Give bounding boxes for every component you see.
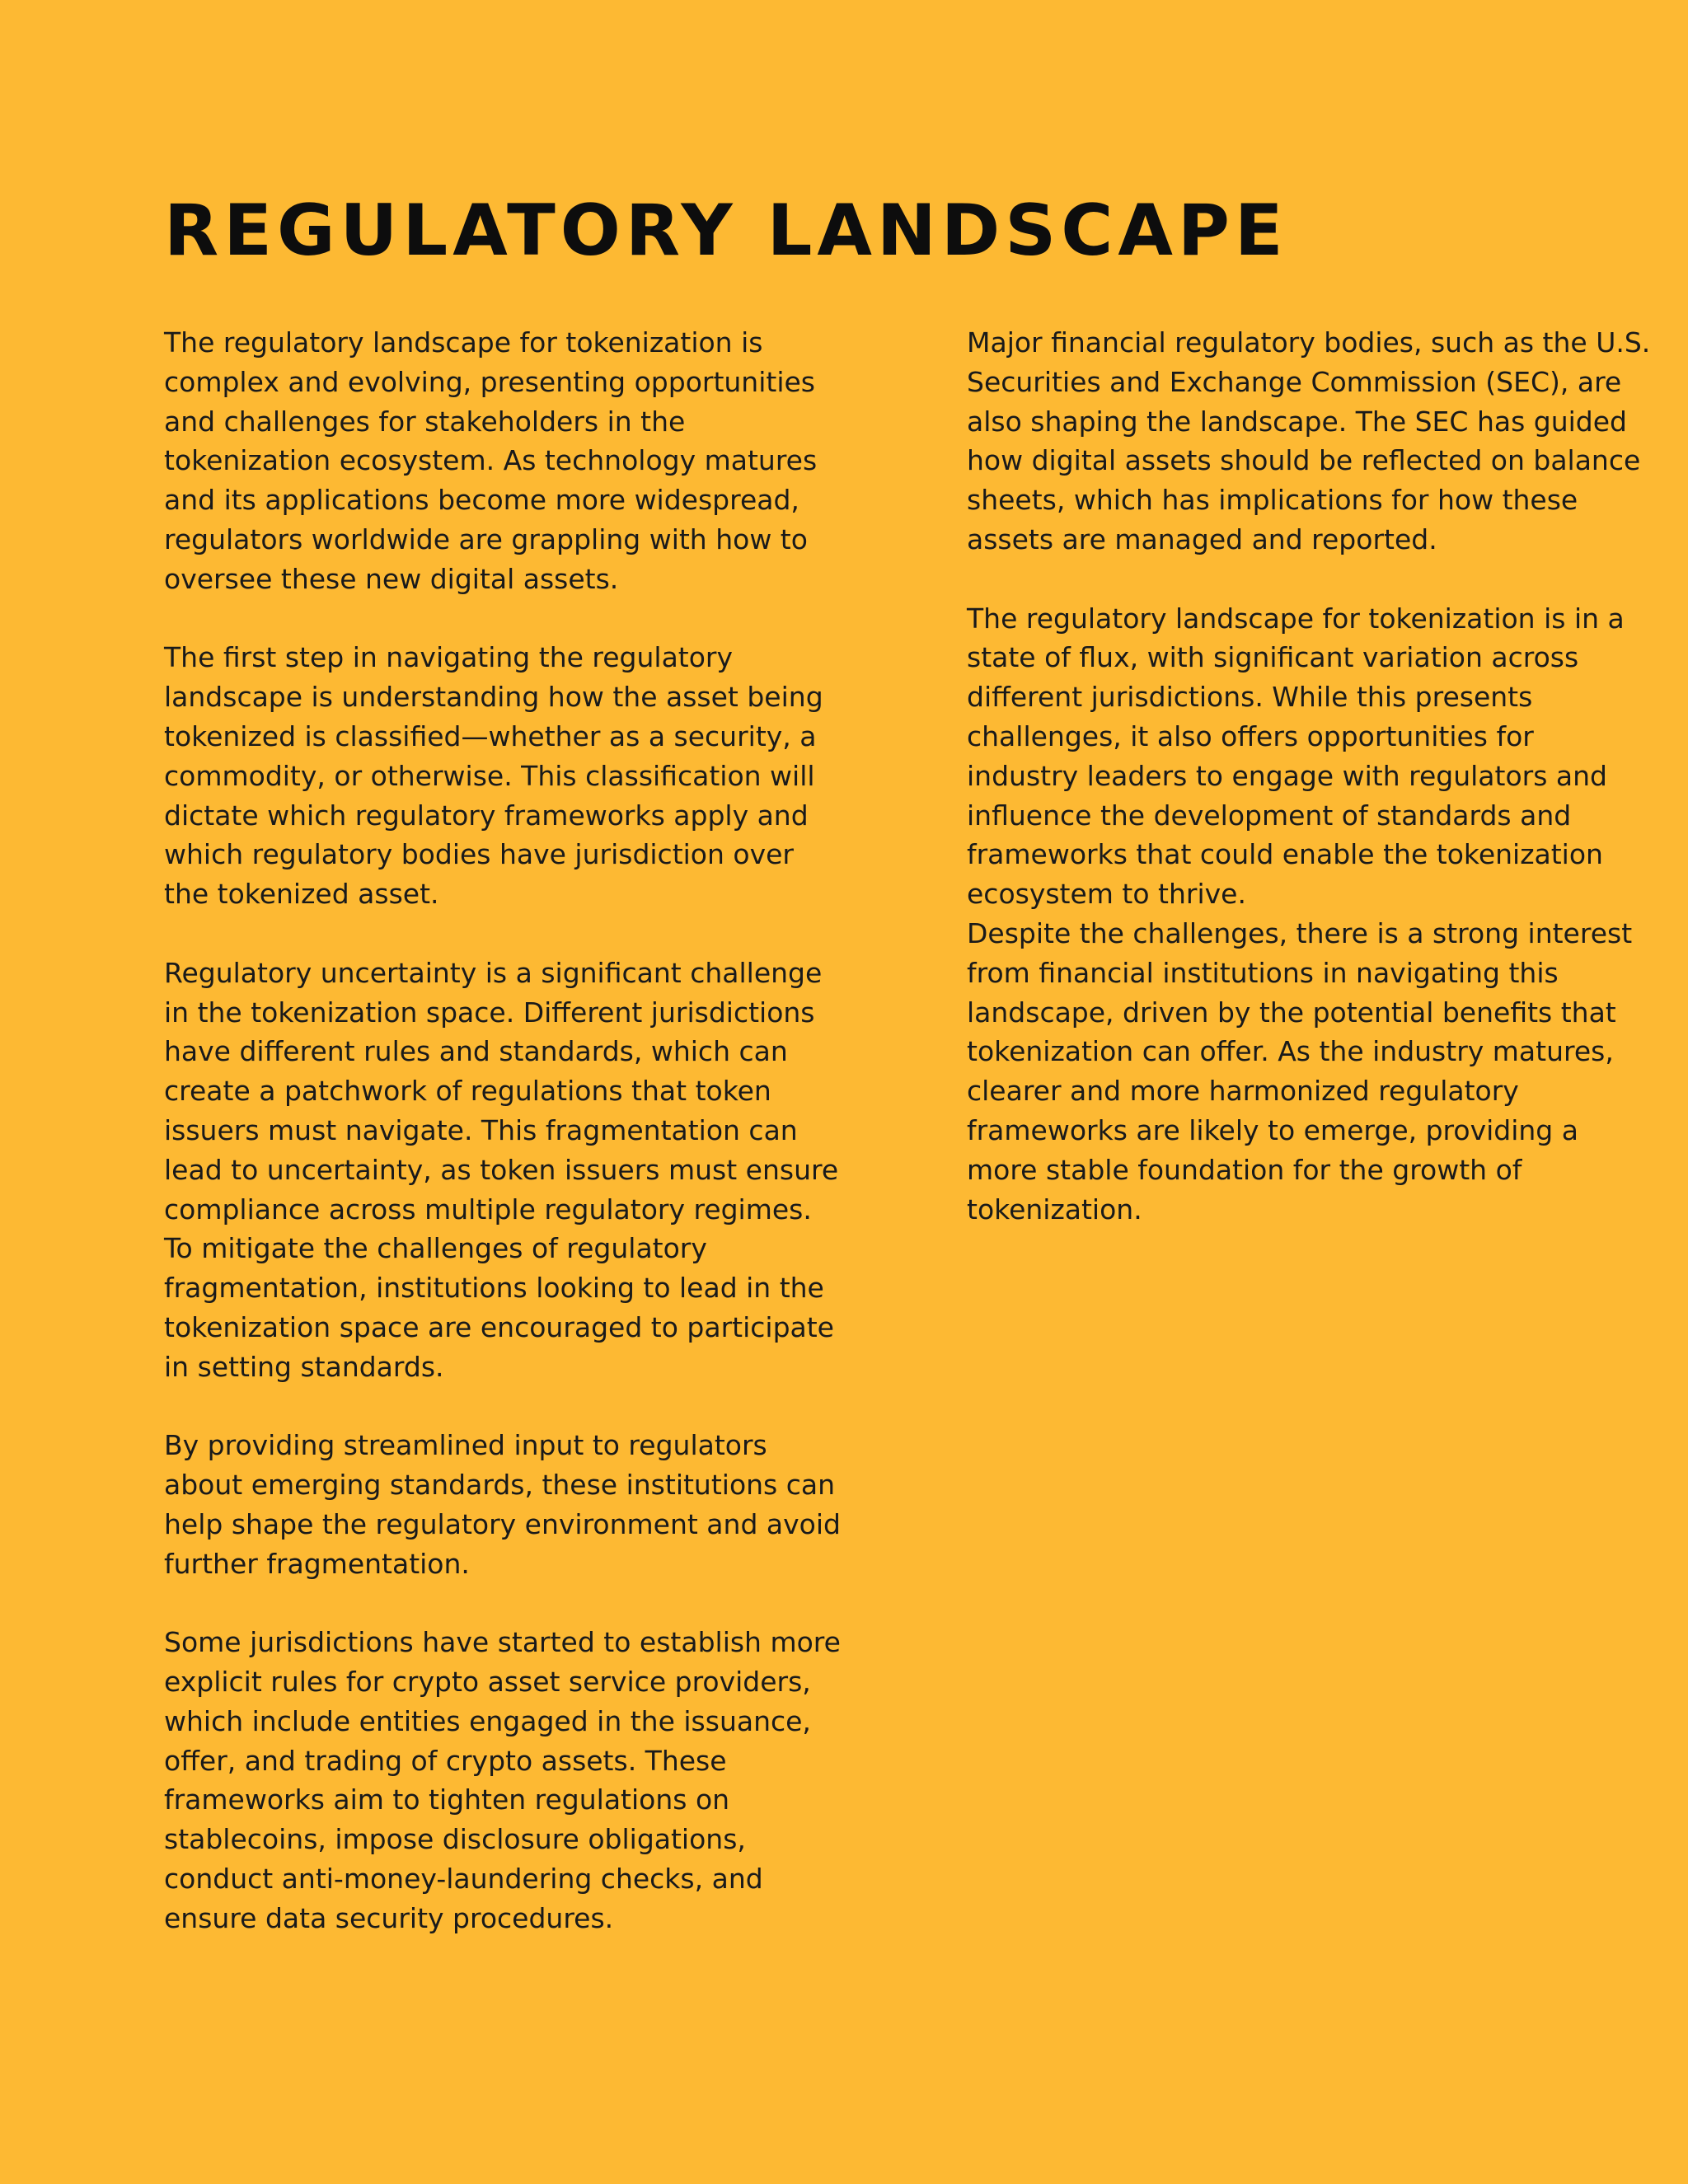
- text-line: tokenization.: [967, 1193, 1142, 1226]
- text-line: further fragmentation.: [164, 1547, 470, 1580]
- text-line: also shaping the landscape. The SEC has guided: [967, 405, 1627, 438]
- text-line: tokenized is classified—whether as a security, a: [164, 719, 817, 752]
- text-line: ensure data security procedures.: [164, 1901, 614, 1934]
- paragraph-gap: [967, 560, 1651, 599]
- text-line: frameworks aim to tighten regulations on: [164, 1783, 730, 1816]
- text-line: tokenization space are encouraged to participate: [164, 1310, 834, 1343]
- text-line: commodity, or otherwise. This classification will: [164, 759, 815, 792]
- text-line: oversee these new digital assets.: [164, 562, 619, 595]
- paragraph-gap: [164, 1584, 848, 1624]
- paragraph: [164, 323, 848, 599]
- text-line: the tokenized asset.: [164, 878, 439, 911]
- text-line: compliance across multiple regulatory regimes.: [164, 1193, 812, 1226]
- text-line: industry leaders to engage with regulators and: [967, 759, 1607, 792]
- text-line: complex and evolving, presenting opportunities: [164, 365, 815, 398]
- paragraph: [164, 638, 848, 914]
- text-line: in setting standards.: [164, 1350, 444, 1383]
- text-line: influence the development of standards and: [967, 799, 1572, 832]
- text-line: help shape the regulatory environment and avoid: [164, 1507, 841, 1540]
- text-line: which include entities engaged in the issuance,: [164, 1704, 811, 1737]
- text-line: explicit rules for crypto asset service providers,: [164, 1666, 811, 1699]
- text-line: stablecoins, impose disclosure obligations,: [164, 1823, 746, 1856]
- text-line: To mitigate the challenges of regulatory: [164, 1232, 707, 1265]
- page-title: REGULATORY LANDSCAPE: [164, 190, 1288, 272]
- text-line: and challenges for stakeholders in the: [164, 405, 686, 438]
- text-line: clearer and more harmonized regulatory: [967, 1075, 1519, 1108]
- paragraph: [164, 1426, 848, 1583]
- text-line: sheets, which has implications for how these: [967, 484, 1578, 517]
- text-line: tokenization ecosystem. As technology matures: [164, 444, 818, 477]
- text-line: from financial institutions in navigating this: [967, 956, 1559, 989]
- text-line: create a patchwork of regulations that token: [164, 1075, 771, 1108]
- text-line: issuers must navigate. This fragmentation can: [164, 1113, 798, 1146]
- text-line: offer, and trading of crypto assets. These: [164, 1744, 727, 1777]
- text-line: and its applications become more widespread,: [164, 484, 799, 517]
- paragraph: [967, 599, 1651, 1230]
- left-column: [164, 323, 848, 1938]
- text-line: dictate which regulatory frameworks apply and: [164, 799, 809, 832]
- text-line: conduct anti-money-laundering checks, and: [164, 1863, 763, 1896]
- text-line: challenges, it also offers opportunities for: [967, 719, 1534, 752]
- text-line: Some jurisdictions have started to establish more: [164, 1626, 841, 1659]
- text-line: tokenization can offer. As the industry matures,: [967, 1035, 1614, 1068]
- text-line: The first step in navigating the regulatory: [164, 641, 734, 674]
- text-line: Securities and Exchange Commission (SEC), are: [967, 365, 1622, 398]
- text-line: how digital assets should be reflected on balance: [967, 444, 1641, 477]
- paragraph-gap: [164, 914, 848, 954]
- text-line: Major financial regulatory bodies, such as the U.S.: [967, 326, 1651, 359]
- text-line: By providing streamlined input to regulators: [164, 1429, 767, 1462]
- text-line: more stable foundation for the growth of: [967, 1153, 1522, 1186]
- text-line: regulators worldwide are grappling with how to: [164, 523, 808, 555]
- paragraph: [164, 954, 848, 1387]
- right-column: [967, 323, 1651, 1229]
- text-line: frameworks that could enable the tokenization: [967, 838, 1603, 871]
- paragraph: [967, 323, 1651, 560]
- text-line: landscape, driven by the potential benefits that: [967, 996, 1616, 1029]
- text-line: about emerging standards, these institutions can: [164, 1469, 836, 1502]
- text-line: frameworks are likely to emerge, providing a: [967, 1113, 1578, 1146]
- text-line: have different rules and standards, which can: [164, 1035, 788, 1068]
- paragraph-gap: [164, 1387, 848, 1427]
- text-line: The regulatory landscape for tokenization is in a: [967, 602, 1625, 635]
- text-line: lead to uncertainty, as token issuers must ensure: [164, 1153, 839, 1186]
- text-line: The regulatory landscape for tokenization is: [164, 326, 763, 359]
- text-line: which regulatory bodies have jurisdiction over: [164, 838, 794, 871]
- text-line: assets are managed and reported.: [967, 523, 1437, 555]
- text-line: ecosystem to thrive.: [967, 878, 1246, 911]
- text-line: landscape is understanding how the asset being: [164, 681, 823, 714]
- text-line: Regulatory uncertainty is a significant challenge: [164, 956, 823, 989]
- text-line: in the tokenization space. Different jurisdictions: [164, 996, 815, 1029]
- text-line: fragmentation, institutions looking to lead in the: [164, 1272, 824, 1305]
- text-line: different jurisdictions. While this presents: [967, 681, 1533, 714]
- paragraph-gap: [164, 599, 848, 639]
- paragraph: [164, 1623, 848, 1938]
- text-line: Despite the challenges, there is a strong interest: [967, 916, 1633, 949]
- text-line: state of flux, with significant variation across: [967, 641, 1579, 674]
